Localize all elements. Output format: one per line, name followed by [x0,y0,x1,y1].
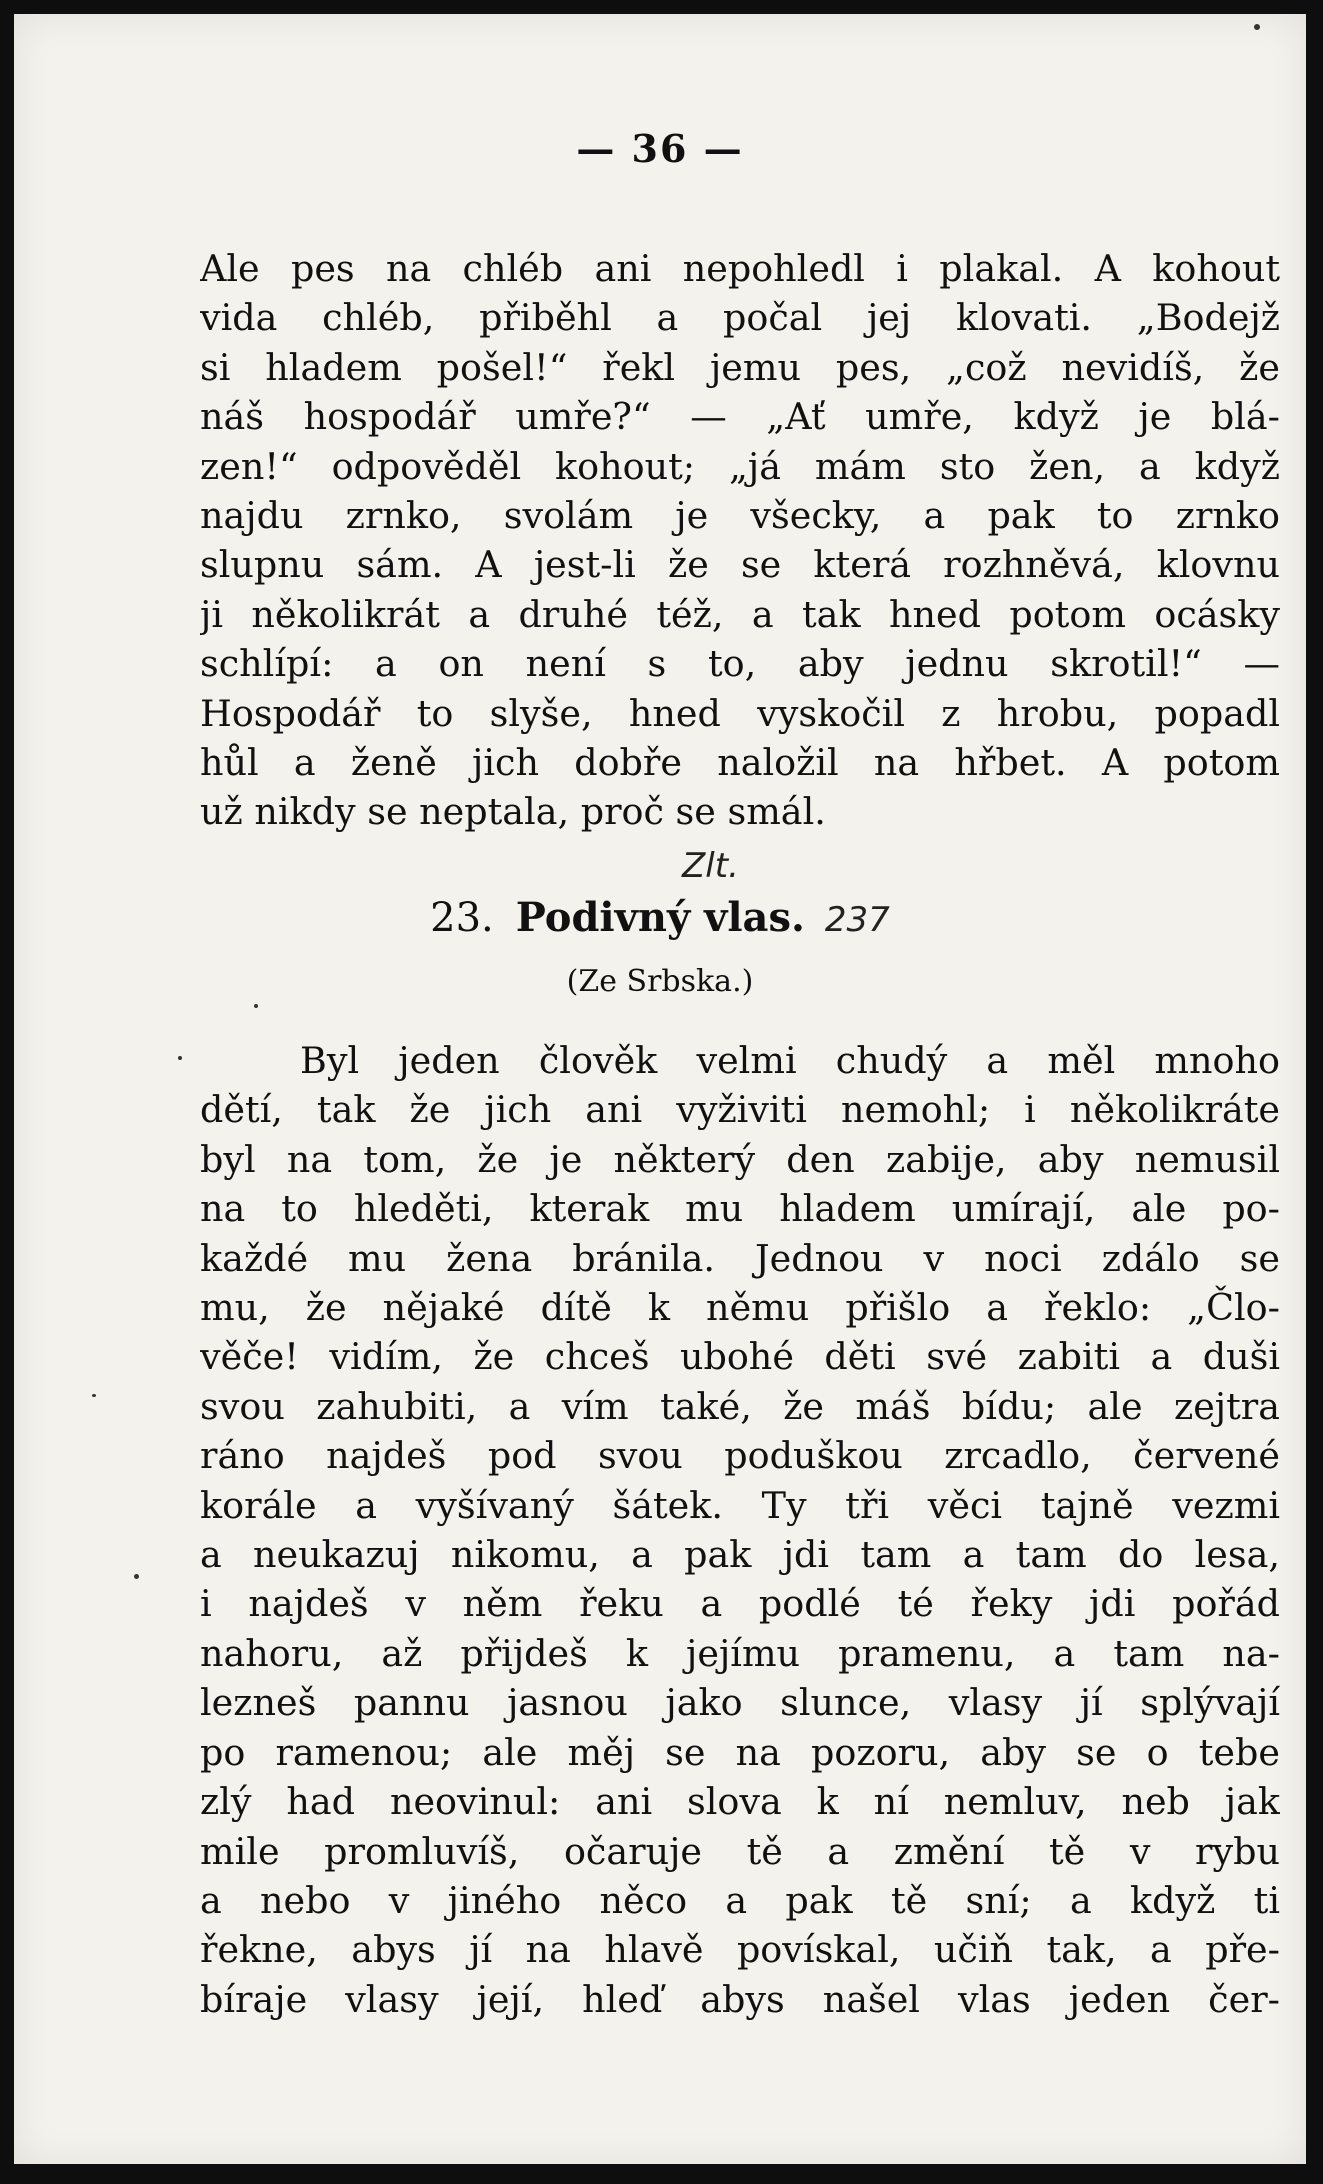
text-line: náš hospodář umře?“ — „Ať umře, když je blá- [200,395,1280,439]
text-line: svou zahubiti, a vím také, že máš bídu; ale zejtra [200,1384,1280,1428]
page-number: — 36 — [576,126,744,171]
text-line: bíraje vlasy její, hleď abys našel vlas jeden čer- [200,1977,1280,2021]
story-origin: (Ze Srbska.) [566,964,754,999]
story-paragraph [200,1036,1280,2024]
text-line: věče! vidím, že chceš ubohé děti své zabiti a duši [200,1335,1280,1379]
text-line: po ramenou; ale měj se na pozoru, aby se o tebe [200,1730,1280,1774]
story-number: 23. [430,895,494,941]
text-line: Ale pes na chléb ani nepohledl i plakal. A kohout [200,247,1280,290]
text-line: schlípí: a on není s to, aby jednu skrotil!“ — [200,642,1280,686]
story-heading [14,894,1306,941]
text-line: Byl jeden člověk velmi chudý a měl mnoho [300,1039,1280,1082]
text-line: najdu zrnko, svolám je všecky, a pak to zrnko [200,494,1280,538]
text-line: hůl a ženě jich dobře naložil na hřbet. A potom [200,741,1280,785]
text-line: zen!“ odpověděl kohout; „já mám sto žen, a když [200,444,1280,488]
text-line: slupnu sám. A jest-li že se která rozhněvá, klovnu [200,543,1280,587]
text-line: mu, že nějaké dítě k němu přišlo a řeklo: „Člo- [200,1286,1280,1330]
text-line: a nebo v jiného něco a pak tě sní; a když ti [200,1878,1280,1922]
paper-speck [1254,24,1260,30]
paper-speck [134,1574,139,1579]
text-line: zlý had neovinul: ani slova k ní nemluv, neb jak [200,1780,1280,1824]
paper-speck [254,1004,258,1008]
text-line: ráno najdeš pod svou poduškou zrcadlo, červené [200,1434,1280,1478]
text-line: dětí, tak že jich ani vyživiti nemohl; i několikráte [200,1088,1280,1132]
text-line: lezneš pannu jasnou jako slunce, vlasy jí splývají [200,1681,1280,1725]
pencil-annotation: Zlt. [682,846,739,886]
text-line: vida chléb, přiběhl a počal jej klovati. „Bodejž [200,296,1280,340]
text-line: a neukazuj nikomu, a pak jdi tam a tam do lesa, [200,1533,1280,1577]
book-page [14,14,1306,2164]
text-line: Hospodář to slyše, hned vyskočil z hrobu, popadl [200,691,1280,735]
pencil-annotation-number: 237 [824,900,890,940]
text-line: na to hleděti, kterak mu hladem umírají, ale po- [200,1187,1280,1231]
text-line: každé mu žena bránila. Jednou v noci zdálo se [200,1236,1280,1280]
text-line: nahoru, až přijdeš k jejímu pramenu, a tam na- [200,1631,1280,1675]
text-line: i najdeš v něm řeku a podlé té řeky jdi pořád [200,1582,1280,1626]
text-line: řekne, abys jí na hlavě povískal, učiň tak, a pře- [200,1928,1280,1972]
story-title: Podivný vlas. [515,894,805,941]
paper-speck [92,1394,96,1397]
paper-speck [178,1056,182,1060]
text-line: mile promluvíš, očaruje tě a změní tě v rybu [200,1829,1280,1873]
text-line: korále a vyšívaný šátek. Ty tři věci tajně vezmi [200,1483,1280,1527]
text-line: byl na tom, že je některý den zabije, aby nemusil [200,1137,1280,1181]
text-line: ji několikrát a druhé též, a tak hned potom ocásky [200,592,1280,636]
paragraph-continued [200,244,1280,837]
text-line: už nikdy se neptala, proč se smál. [200,790,826,834]
text-line: si hladem pošel!“ řekl jemu pes, „což nevidíš, že [200,345,1280,389]
